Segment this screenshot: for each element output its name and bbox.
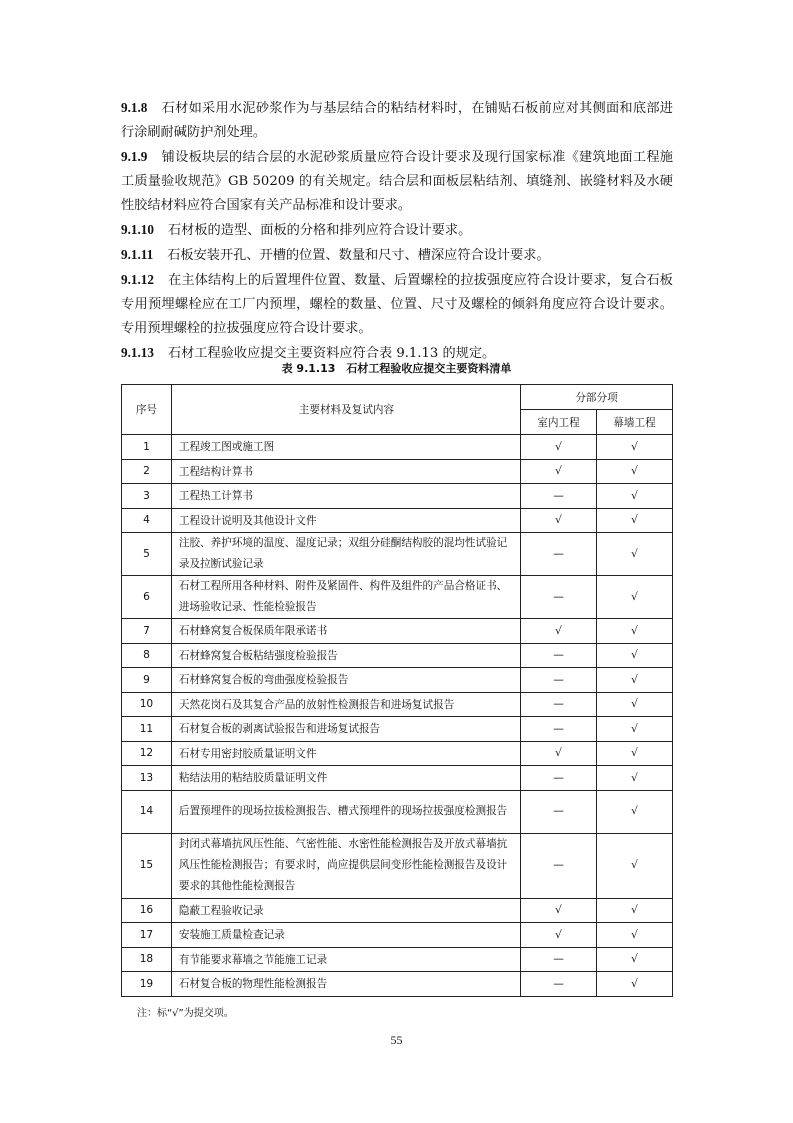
row-indoor: √ (521, 923, 597, 948)
row-no: 12 (122, 741, 172, 766)
row-no: 11 (122, 717, 172, 742)
clause-text: 石材板的造型、面板的分格和排列应符合设计要求。 (167, 223, 472, 238)
row-curtain: √ (596, 533, 672, 576)
row-content: 石材复合板的剥离试验报告和进场复试报告 (171, 717, 520, 742)
row-curtain: √ (596, 508, 672, 533)
row-curtain: √ (596, 619, 672, 644)
row-curtain: √ (596, 766, 672, 791)
header-content: 主要材料及复试内容 (171, 385, 520, 435)
row-no: 13 (122, 766, 172, 791)
row-indoor: — (521, 668, 597, 693)
row-indoor: √ (521, 435, 597, 460)
row-content: 隐蔽工程验收记录 (171, 898, 520, 923)
table-caption: 表 9.1.13 石材工程验收应提交主要资料清单 (281, 362, 512, 375)
row-indoor: — (521, 576, 597, 619)
row-no: 6 (122, 576, 172, 619)
table-row (122, 619, 673, 644)
row-indoor: √ (521, 508, 597, 533)
table-row (122, 947, 673, 972)
table-row (122, 898, 673, 923)
row-no: 10 (122, 692, 172, 717)
row-no: 15 (122, 833, 172, 898)
table-row (122, 508, 673, 533)
row-content: 天然花岗石及其复合产品的放射性检测报告和进场复试报告 (171, 692, 520, 717)
clause-text: 在主体结构上的后置埋件位置、数量、后置螺栓的拉拔强度应符合设计要求，复合石板专用预埋螺栓应在工厂内预埋，螺栓的数量、位置、尺寸及螺栓的倾斜角度应符合设计要求。专用预埋螺栓的拉拔强度应符合设计要求。 (121, 273, 673, 336)
table-row (122, 459, 673, 484)
table-row (122, 833, 673, 898)
row-no: 9 (122, 668, 172, 693)
row-no: 14 (122, 790, 172, 833)
row-content: 石材蜂窝复合板保质年限承诺书 (171, 619, 520, 644)
row-no: 8 (122, 643, 172, 668)
row-content: 工程热工计算书 (171, 484, 520, 509)
row-curtain: √ (596, 717, 672, 742)
row-curtain: √ (596, 923, 672, 948)
table-row (122, 923, 673, 948)
table-row (122, 692, 673, 717)
row-curtain: √ (596, 898, 672, 923)
header-no: 序号 (122, 385, 172, 435)
row-indoor: — (521, 692, 597, 717)
row-curtain: √ (596, 576, 672, 619)
row-content: 石材专用密封胶质量证明文件 (171, 741, 520, 766)
table-row (122, 484, 673, 509)
clause-text: 石板安装开孔、开槽的位置、数量和尺寸、槽深应符合设计要求。 (167, 248, 550, 263)
table-note: 注：标“√”为提交项。 (137, 1008, 234, 1019)
row-indoor: √ (521, 619, 597, 644)
row-curtain: √ (596, 692, 672, 717)
row-indoor: √ (521, 459, 597, 484)
row-content: 工程结构计算书 (171, 459, 520, 484)
row-content: 粘结法用的粘结胶质量证明文件 (171, 766, 520, 791)
row-no: 5 (122, 533, 172, 576)
row-indoor: — (521, 972, 597, 997)
row-no: 2 (122, 459, 172, 484)
clause-number: 9.1.13 (121, 345, 154, 360)
row-content: 石材蜂窝复合板粘结强度检验报告 (171, 643, 520, 668)
row-content: 封闭式幕墙抗风压性能、气密性能、水密性能检测报告及开放式幕墙抗风压性能检测报告；有要求时，尚应提供层间变形性能检测报告及设计要求的其他性能检测报告 (171, 833, 520, 898)
clause-9-1-8 (121, 96, 673, 145)
row-curtain: √ (596, 435, 672, 460)
table-row (122, 741, 673, 766)
row-content: 工程竣工图或施工图 (171, 435, 520, 460)
row-indoor: — (521, 484, 597, 509)
row-content: 后置预埋件的现场拉拔检测报告、槽式预埋件的现场拉拔强度检测报告 (171, 790, 520, 833)
row-no: 18 (122, 947, 172, 972)
row-content: 石材工程所用各种材料、附件及紧固件、构件及组件的产品合格证书、进场验收记录、性能检验报告 (171, 576, 520, 619)
row-indoor: — (521, 643, 597, 668)
clause-number: 9.1.9 (121, 149, 148, 164)
row-content: 有节能要求幕墙之节能施工记录 (171, 947, 520, 972)
row-curtain: √ (596, 972, 672, 997)
table-row (122, 790, 673, 833)
table-row (122, 668, 673, 693)
clause-9-1-11 (121, 243, 673, 268)
clause-text: 石材工程验收应提交主要资料应符合表 9.1.13 的规定。 (167, 346, 496, 361)
row-curtain: √ (596, 459, 672, 484)
header-group: 分部分项 (521, 385, 673, 410)
materials-table (121, 384, 673, 997)
clause-text: 石材如采用水泥砂浆作为与基层结合的粘结材料时，在铺贴石板前应对其侧面和底部进行涂刷耐碱防护剂处理。 (121, 101, 673, 140)
row-indoor: — (521, 717, 597, 742)
clause-number: 9.1.8 (121, 100, 148, 115)
row-indoor: — (521, 790, 597, 833)
row-no: 1 (122, 435, 172, 460)
row-content: 工程设计说明及其他设计文件 (171, 508, 520, 533)
clause-9-1-10 (121, 218, 673, 243)
row-indoor: — (521, 533, 597, 576)
row-content: 石材蜂窝复合板的弯曲强度检验报告 (171, 668, 520, 693)
row-no: 7 (122, 619, 172, 644)
row-curtain: √ (596, 484, 672, 509)
table-row (122, 533, 673, 576)
page-number: 55 (390, 1033, 403, 1047)
header-indoor: 室内工程 (521, 410, 597, 435)
row-content: 注胶、养护环境的温度、湿度记录；双组分硅酮结构胶的混均性试验记录及拉断试验记录 (171, 533, 520, 576)
row-curtain: √ (596, 643, 672, 668)
clause-list (121, 96, 673, 366)
row-no: 17 (122, 923, 172, 948)
row-no: 16 (122, 898, 172, 923)
clause-9-1-12 (121, 268, 673, 341)
table-row (122, 766, 673, 791)
table-row (122, 643, 673, 668)
row-no: 3 (122, 484, 172, 509)
table-row (122, 972, 673, 997)
clause-9-1-9 (121, 145, 673, 218)
row-curtain: √ (596, 947, 672, 972)
row-indoor: — (521, 766, 597, 791)
clause-number: 9.1.11 (121, 247, 154, 262)
clause-number: 9.1.12 (121, 272, 154, 287)
row-indoor: √ (521, 741, 597, 766)
row-indoor: — (521, 833, 597, 898)
row-indoor: — (521, 947, 597, 972)
row-indoor: √ (521, 898, 597, 923)
row-content: 石材复合板的物理性能检测报告 (171, 972, 520, 997)
row-curtain: √ (596, 668, 672, 693)
table-row (122, 576, 673, 619)
table-row (122, 717, 673, 742)
row-curtain: √ (596, 833, 672, 898)
row-content: 安装施工质量检查记录 (171, 923, 520, 948)
clause-text: 铺设板块层的结合层的水泥砂浆质量应符合设计要求及现行国家标准《建筑地面工程施工质量验收规范》GB 50209 的有关规定。结合层和面板层粘结剂、填缝剂、嵌缝材料及水硬性胶结材料应符合国家有关产品标准和设计要求。 (121, 150, 673, 213)
row-no: 19 (122, 972, 172, 997)
row-no: 4 (122, 508, 172, 533)
table-row (122, 435, 673, 460)
row-curtain: √ (596, 741, 672, 766)
header-curtain: 幕墙工程 (596, 410, 672, 435)
clause-number: 9.1.10 (121, 222, 154, 237)
row-curtain: √ (596, 790, 672, 833)
